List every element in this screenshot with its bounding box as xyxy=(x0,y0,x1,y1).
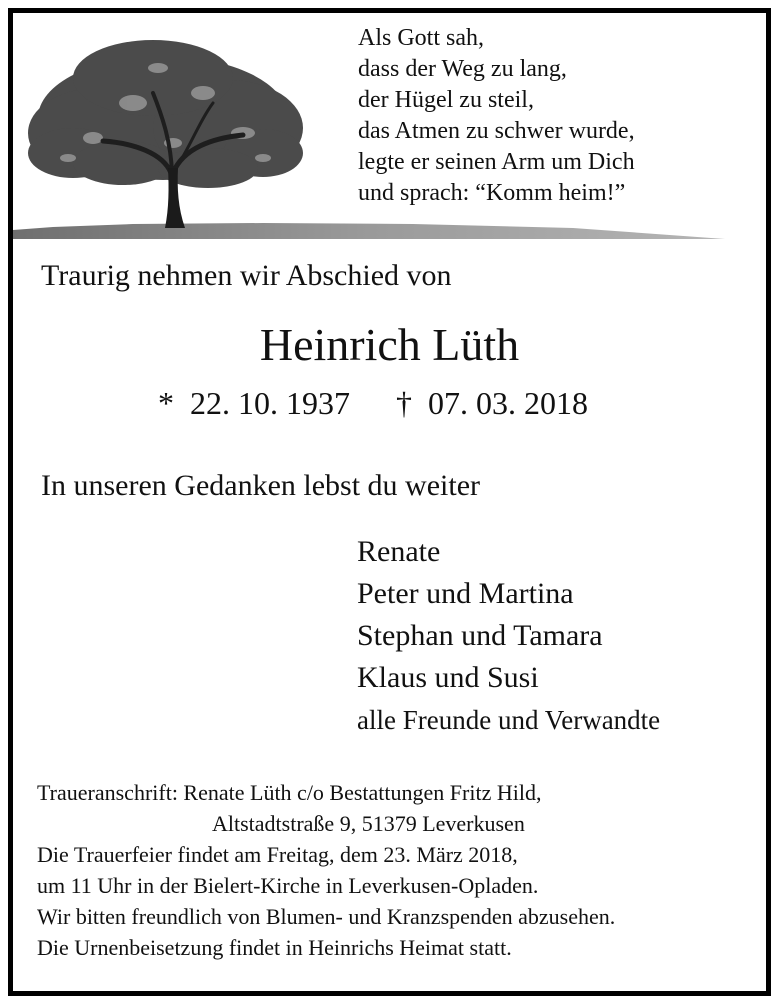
address-line: Traueranschrift: Renate Lüth c/o Bestattungen Fritz Hild, xyxy=(37,780,542,805)
poem-line: und sprach: “Komm heim!” xyxy=(358,180,626,206)
poem-line: Als Gott sah, xyxy=(358,25,484,51)
address-line: Altstadtstraße 9, 51379 Leverkusen xyxy=(212,811,525,836)
family-member: Stephan und Tamara xyxy=(357,619,603,652)
ground-strip xyxy=(13,223,725,239)
family-member: Peter und Martina xyxy=(357,577,574,610)
poem-line: das Atmen zu schwer wurde, xyxy=(358,118,635,144)
deceased-name: Heinrich Lüth xyxy=(259,319,520,370)
service-info xyxy=(37,777,757,963)
family-list xyxy=(357,531,660,741)
service-line: um 11 Uhr in der Bielert-Kirche in Leverkusen-Opladen. xyxy=(37,873,539,898)
family-member: Klaus und Susi xyxy=(357,661,539,694)
poem xyxy=(358,23,738,209)
death-cross-icon: † xyxy=(396,385,412,421)
service-line: Die Trauerfeier findet am Freitag, dem 23. März 2018, xyxy=(37,842,518,867)
life-dates xyxy=(158,385,588,422)
urn-note: Die Urnenbeisetzung findet in Heinrichs Heimat statt. xyxy=(37,935,512,960)
poem-line: der Hügel zu steil, xyxy=(358,87,534,113)
poem-line: dass der Weg zu lang, xyxy=(358,56,567,82)
family-member: alle Freunde und Verwandte xyxy=(357,705,661,735)
obituary-notice xyxy=(8,8,771,996)
birth-symbol: * xyxy=(158,385,174,421)
flowers-note: Wir bitten freundlich von Blumen- und Kranzspenden abzusehen. xyxy=(37,904,616,929)
memorial-phrase: In unseren Gedanken lebst du weiter xyxy=(41,469,481,502)
intro-text: Traurig nehmen wir Abschied von xyxy=(41,259,452,292)
death-date: 07. 03. 2018 xyxy=(428,385,588,421)
poem-line: legte er seinen Arm um Dich xyxy=(358,149,635,175)
birth-date: 22. 10. 1937 xyxy=(190,385,350,421)
family-member: Renate xyxy=(357,535,441,568)
